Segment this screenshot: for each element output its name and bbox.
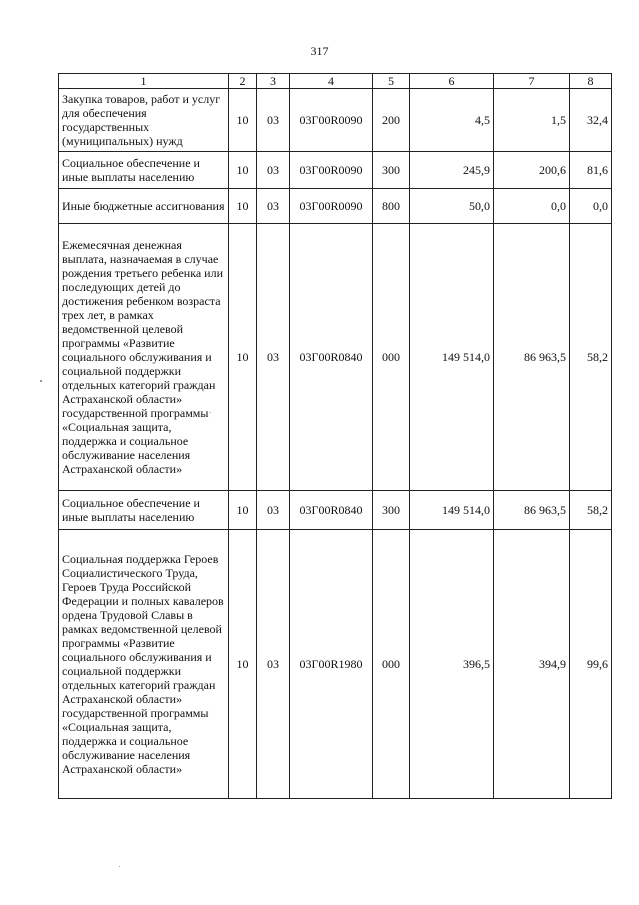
row-rz: 10 bbox=[229, 530, 257, 799]
column-header-3: 3 bbox=[257, 74, 290, 89]
row-percent: 32,4 bbox=[570, 89, 612, 152]
row-name: Социальная поддержка Героев Социалистического Труда, Героев Труда Российской Федерации и полных кавалеров ордена Трудовой Славы в рамках ведомственной целевой программы «Развитие социального обслуживания и социальной поддержки отдельных категорий граждан Астраханской области» государственной программы «Социальная защита, поддержка и социальное обслуживание населения Астраханской области» bbox=[59, 530, 229, 799]
row-percent: 0,0 bbox=[570, 189, 612, 224]
row-csr: 03Г00R1980 bbox=[290, 530, 373, 799]
row-percent: 58,2 bbox=[570, 491, 612, 530]
row-rz: 10 bbox=[229, 491, 257, 530]
table-row bbox=[59, 89, 612, 152]
column-header-6: 6 bbox=[410, 74, 494, 89]
table-row bbox=[59, 224, 612, 491]
table-row bbox=[59, 189, 612, 224]
row-rz: 10 bbox=[229, 152, 257, 189]
column-header-8: 8 bbox=[570, 74, 612, 89]
row-plan: 149 514,0 bbox=[410, 491, 494, 530]
row-pr: 03 bbox=[257, 152, 290, 189]
row-name: Социальное обеспечение и иные выплаты населению bbox=[59, 152, 229, 189]
page-number: 317 bbox=[310, 44, 329, 58]
row-name: Ежемесячная денежная выплата, назначаемая в случае рождения третьего ребенка или последующих детей до достижения ребенком возраста трех лет, в рамках ведомственной целевой программы «Развитие социального обслуживания и социальной поддержки отдельных категорий граждан Астраханской области» государственной программы «Социальная защита, поддержка и социальное обслуживание населения Астраханской области» bbox=[59, 224, 229, 491]
row-pr: 03 bbox=[257, 89, 290, 152]
row-plan: 149 514,0 bbox=[410, 224, 494, 491]
row-csr: 03Г00R0840 bbox=[290, 491, 373, 530]
row-fact: 200,6 bbox=[494, 152, 570, 189]
row-name: Иные бюджетные ассигнования bbox=[59, 189, 229, 224]
row-csr: 03Г00R0090 bbox=[290, 189, 373, 224]
row-vr: 800 bbox=[373, 189, 410, 224]
table-row bbox=[59, 152, 612, 189]
column-header-2: 2 bbox=[229, 74, 257, 89]
row-plan: 4,5 bbox=[410, 89, 494, 152]
row-plan: 245,9 bbox=[410, 152, 494, 189]
header-row bbox=[59, 74, 612, 89]
row-pr: 03 bbox=[257, 491, 290, 530]
row-plan: 50,0 bbox=[410, 189, 494, 224]
scan-speck bbox=[119, 866, 120, 867]
budget-table bbox=[58, 73, 612, 799]
row-plan: 396,5 bbox=[410, 530, 494, 799]
row-csr: 03Г00R0840 bbox=[290, 224, 373, 491]
row-csr: 03Г00R0090 bbox=[290, 152, 373, 189]
row-vr: 000 bbox=[373, 530, 410, 799]
row-vr: 300 bbox=[373, 152, 410, 189]
column-header-1: 1 bbox=[59, 74, 229, 89]
row-vr: 200 bbox=[373, 89, 410, 152]
row-name: Социальное обеспечение и иные выплаты населению bbox=[59, 491, 229, 530]
row-percent: 81,6 bbox=[570, 152, 612, 189]
row-pr: 03 bbox=[257, 224, 290, 491]
row-rz: 10 bbox=[229, 224, 257, 491]
row-pr: 03 bbox=[257, 189, 290, 224]
table-row bbox=[59, 530, 612, 799]
scan-speck bbox=[40, 380, 42, 382]
row-fact: 0,0 bbox=[494, 189, 570, 224]
row-rz: 10 bbox=[229, 89, 257, 152]
row-fact: 86 963,5 bbox=[494, 224, 570, 491]
scan-speck bbox=[210, 412, 211, 413]
row-rz: 10 bbox=[229, 189, 257, 224]
row-name: Закупка товаров, работ и услуг для обеспечения государственных (муниципальных) нужд bbox=[59, 89, 229, 152]
row-fact: 86 963,5 bbox=[494, 491, 570, 530]
row-percent: 99,6 bbox=[570, 530, 612, 799]
column-header-7: 7 bbox=[494, 74, 570, 89]
column-header-4: 4 bbox=[290, 74, 373, 89]
row-pr: 03 bbox=[257, 530, 290, 799]
row-vr: 300 bbox=[373, 491, 410, 530]
column-header-5: 5 bbox=[373, 74, 410, 89]
table-row bbox=[59, 491, 612, 530]
row-vr: 000 bbox=[373, 224, 410, 491]
row-fact: 394,9 bbox=[494, 530, 570, 799]
row-percent: 58,2 bbox=[570, 224, 612, 491]
row-csr: 03Г00R0090 bbox=[290, 89, 373, 152]
row-fact: 1,5 bbox=[494, 89, 570, 152]
